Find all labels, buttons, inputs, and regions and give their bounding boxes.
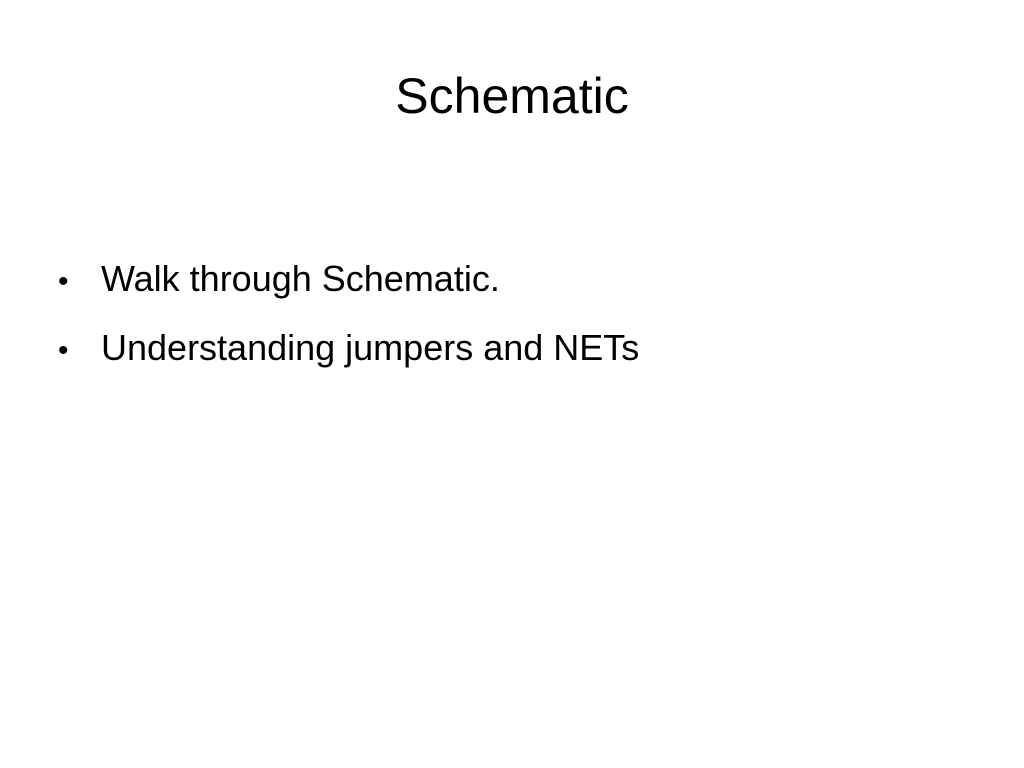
slide-title: Schematic bbox=[395, 68, 629, 124]
bullet-text-walk-through-schematic: Walk through Schematic. bbox=[101, 258, 500, 299]
bullet-marker: • bbox=[58, 334, 69, 367]
bullet-list bbox=[58, 252, 958, 390]
list-item bbox=[58, 321, 958, 378]
bullet-text-understanding-jumpers: Understanding jumpers and NETs bbox=[101, 327, 640, 368]
bullet-marker: • bbox=[58, 265, 69, 298]
list-item bbox=[58, 252, 958, 309]
